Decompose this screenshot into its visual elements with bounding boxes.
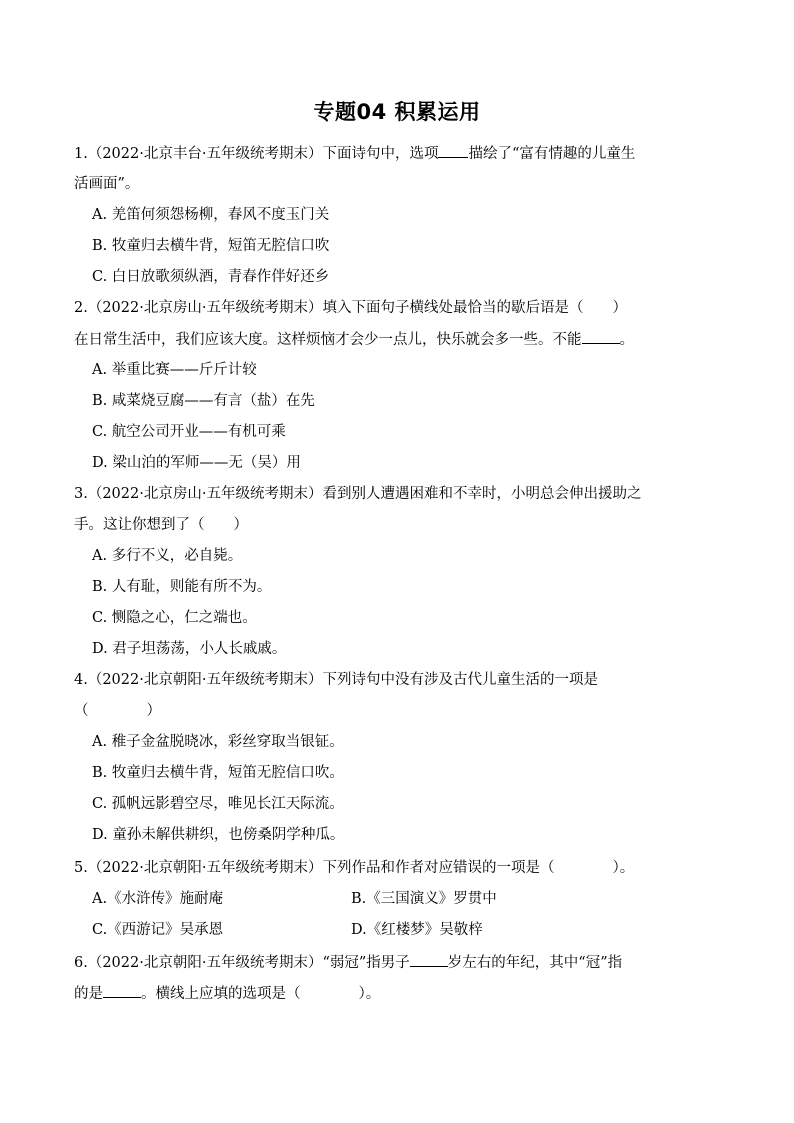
question-1-line-1 [74,143,635,164]
question-4-option-c: C. 孤帆远影碧空尽，唯见长江天际流。 [92,796,344,812]
question-2-text-a: 在日常生活中，我们应该大度。这样烦恼才会少一点儿，快乐就会多一些。不能 [74,332,582,348]
question-6-line-1 [74,952,622,973]
page-title: 专题04 积累运用 [313,100,481,124]
question-4-option-a: A. 稚子金盆脱晓冰，彩丝穿取当银钲。 [92,734,344,750]
question-1-text-b: 描绘了“富有情趣的儿童生 [468,146,636,162]
question-3-option-d: D. 君子坦荡荡，小人长戚戚。 [92,641,287,657]
question-5-option-a: A.《水浒传》施耐庵 [92,891,224,907]
question-1-blank [438,143,468,158]
question-2-option-d: D. 梁山泊的军师——无（吴）用 [92,455,301,471]
question-4-line-1: 4.（2022·北京朝阳·五年级统考期末）下列诗句中没有涉及古代儿童生活的一项是 [74,672,598,688]
question-1-text-a: 1.（2022·北京丰台·五年级统考期末）下面诗句中，选项 [74,146,439,162]
question-6-text-b: 岁左右的年纪，其中“冠”指 [447,955,623,971]
question-6-text-a: 6.（2022·北京朝阳·五年级统考期末）“弱冠”指男子 [74,955,410,971]
question-1-line-2: 活画面”。 [74,176,140,192]
question-2-line-1: 2.（2022·北京房山·五年级统考期末）填入下面句子横线处最恰当的歇后语是（ ） [74,300,627,316]
question-4-line-2: （ ） [74,703,161,719]
question-3-option-c: C. 恻隐之心，仁之端也。 [92,610,257,626]
question-6-line-2 [74,983,380,1004]
question-2-blank [582,329,620,344]
question-5-option-c: C.《西游记》吴承恩 [92,922,224,938]
question-2-option-b: B. 咸菜烧豆腐——有言（盐）在先 [92,393,315,409]
question-2-line-2 [74,329,634,350]
question-3-line-1: 3.（2022·北京房山·五年级统考期末）看到别人遭遇困难和不幸时，小明总会伸出援助之 [74,486,642,502]
question-5-option-b: B.《三国演义》罗贯中 [351,891,497,907]
question-6-blank-2 [103,983,141,998]
question-4-option-d: D. 童孙未解供耕织，也傍桑阴学种瓜。 [92,827,345,843]
question-4-option-b: B. 牧童归去横牛背，短笛无腔信口吹。 [92,765,344,781]
question-3-option-a: A. 多行不义，必自毙。 [92,548,243,564]
question-2-text-b: 。 [619,332,634,348]
question-5-option-d: D.《红楼梦》吴敬梓 [351,922,483,938]
question-3-option-b: B. 人有耻，则能有所不为。 [92,579,272,595]
question-6-text-c: 的是 [74,986,103,1002]
question-3-line-2: 手。这让你想到了（ ） [74,517,248,533]
question-6-blank-1 [410,952,448,967]
question-6-text-d: 。横线上应填的选项是（ ）。 [141,986,381,1002]
question-1-option-c: C. 白日放歌须纵酒，青春作伴好还乡 [92,269,330,285]
question-1-option-a: A. 羌笛何须怨杨柳，春风不度玉门关 [92,207,330,223]
question-2-option-a: A. 举重比赛——斤斤计较 [92,362,257,378]
question-2-option-c: C. 航空公司开业——有机可乘 [92,424,286,440]
question-5-line-1: 5.（2022·北京朝阳·五年级统考期末）下列作品和作者对应错误的一项是（ ）。 [74,860,635,876]
question-1-option-b: B. 牧童归去横牛背，短笛无腔信口吹 [92,238,330,254]
